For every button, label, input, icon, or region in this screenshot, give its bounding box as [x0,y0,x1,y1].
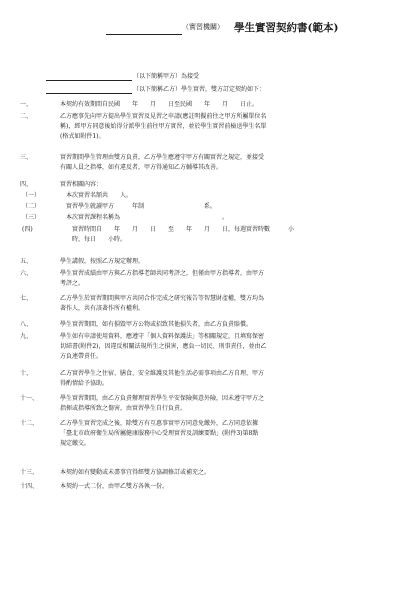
clause-line: 實習期間學生管理由雙方負責，乙方學生應遵守甲方有關實習之規定，並接受 [60,154,265,161]
clause-number: 十、 [20,370,33,377]
clause-line: 「臺北市政府衛生局所屬健康服務中心受理實習及訓練要點」(附件3)第8點 [60,430,259,437]
clause-text [66,213,384,223]
clause-text [60,332,378,362]
clause-line: 本契約有效期間自民國 年 月 日至民國 年 月 日止。 [60,101,259,108]
clause-number: 一、 [20,101,33,108]
party-a-line [46,73,199,81]
clause-number: 七、 [20,295,33,302]
clause-text [72,225,382,245]
clause-line: 著作人，共有該著作所有權利。 [60,305,145,312]
clause-line: 稱)，經甲方同意後始得分派學生前往甲方實習，並於學生實習前檢送學生名單 [60,123,267,130]
clause-line: 學生講假，按照乙方規定辦理。 [60,258,145,265]
clause-line: 乙方學生於實習期間與甲方共同合作完成之研究報告等智慧財產權，雙方均為 [60,295,265,302]
clause-line: 學生實習成績由甲方與乙方指導老師共同考評之，但僅由甲方指導者，由甲方 [60,270,265,277]
clause-line: 乙方學生實習完成之後，除雙方有互惠事實甲方同意免繳外，乙方同意依據 [60,420,259,427]
clause-line: 考評之。 [60,280,85,287]
clause-line: 實習學生就讀甲方 年制 系。 [66,203,217,210]
clause-text [60,180,378,190]
clause-line: 規定繳交。 [60,440,91,447]
party-a-text: （以下簡稱甲方）為接受 [133,73,200,80]
clause-line: 得酌情給予協助。 [60,380,109,387]
clause-text [66,202,384,212]
party-b-line [46,86,265,94]
clause-text [60,294,378,314]
clause-line: 時，每日 小時。 [72,236,127,243]
clause-text [60,394,378,414]
party-b-name-blank [46,86,132,94]
clause-number: 四、 [20,181,33,188]
clause-line: 切結書(附件2)，因違反相關法規所生之損害，應負一切民、刑事責任，並由乙 [60,343,267,350]
clause-text [66,191,384,201]
clause-line: 乙方應事先向甲方提出學生實習及見習之申請(應註明擬前往之甲方所屬單位名 [60,113,267,120]
clause-number: 五、 [20,258,33,265]
clause-text [60,482,378,492]
clause-line: 實習時間自 年 月 日 至 年 月 日，每週實習時數 小 [72,226,295,233]
clause-number: 八、 [20,321,33,328]
clause-line: 有關人員之指導，如有違反者，甲方得通知乙方輔導其改善。 [60,164,223,171]
clause-line: 指揮或指導所致之傷害，由實習學生自行負責。 [60,405,187,412]
clause-number: 二、 [20,113,33,120]
clause-text [60,112,378,142]
clause-line: 本次實習名額共 人。 [66,192,133,199]
party-a-name-blank [46,73,132,81]
clause-number: 十四、 [20,483,39,490]
clause-number: （一） [22,192,41,199]
clause-number: 十二、 [20,420,39,427]
clause-line: 本次實習課程名稱為 。 [66,214,229,221]
clause-text [60,257,378,267]
clause-number: 六、 [20,270,33,277]
agency-name-blank [106,34,182,35]
party-b-text: （以下簡稱乙方）學生實習，雙方訂定契約如下： [133,86,266,93]
clause-number: （二） [22,203,41,210]
clause-text [60,468,378,478]
clause-text [60,100,378,110]
document-title [106,20,396,36]
clause-line: 本契約如有變動或未盡事宜得經雙方協調修訂或補充之。 [60,469,211,476]
clause-text [60,320,378,330]
clause-line: 乙方實習學生之住宿、膳食、安全維護及其他生活必需事項由乙方自理，甲方 [60,370,265,377]
clause-line: 實習相關內容： [60,181,103,188]
agency-label: （實習機關） [182,23,224,31]
clause-text [60,269,378,289]
clause-number: （三） [22,214,41,221]
clause-line: 學生實習期間，由乙方負責辦理實習學生平安保險與意外險，因未遵守甲方之 [60,395,265,402]
clause-line: (格式如附件1)。 [60,133,105,140]
clause-text [60,153,378,173]
clause-line: 本契約一式二份，由甲乙雙方各執一份。 [60,483,169,490]
clause-line: 學生如有申請使用資料，應遵守「個人資料保護法」等相關規定，且填寫保密 [60,333,265,340]
clause-text [60,369,378,389]
clause-number: (四) [22,226,33,233]
clause-number: 十三、 [20,469,39,476]
clause-number: 十一、 [20,395,39,402]
clause-number: 九、 [20,333,33,340]
clause-line: 方負連帶責任。 [60,353,103,360]
clause-line: 學生實習期間，如有損毀甲方公物或招致其他損失者，由乙方負責賠償。 [60,321,253,328]
title-text: 學生實習契約書(範本) [234,22,339,34]
clause-number: 三、 [20,154,33,161]
clause-text [60,419,378,449]
